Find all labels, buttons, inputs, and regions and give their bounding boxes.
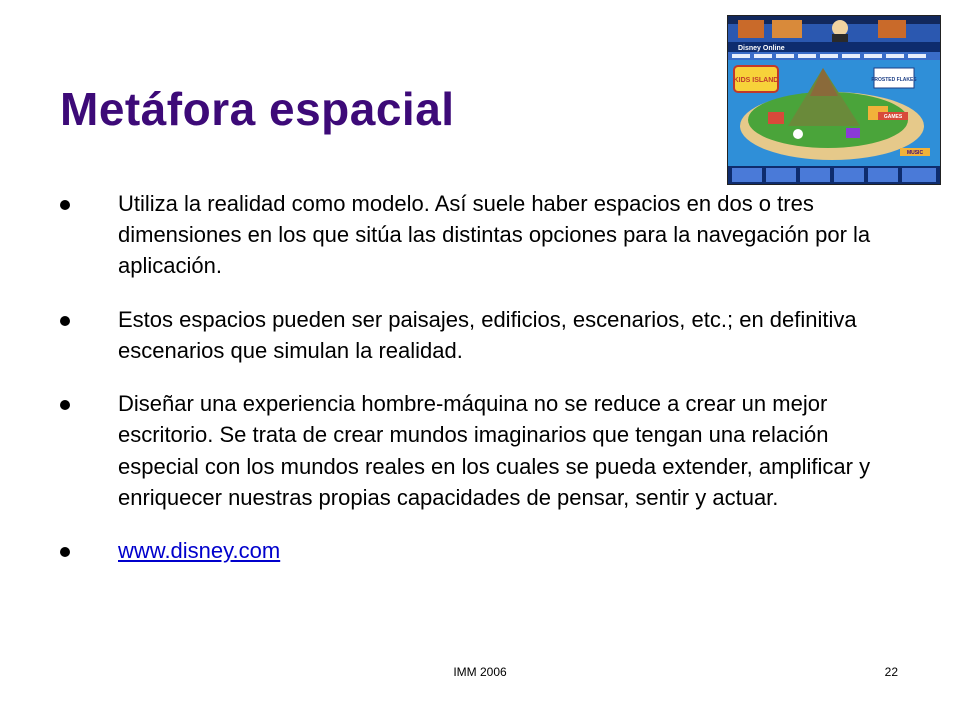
frosted-flakes-sign-text: FROSTED FLAKES <box>871 77 917 83</box>
bullet-item <box>58 388 908 513</box>
bullet-dot-icon <box>60 200 70 210</box>
footer-text: IMM 2006 <box>453 665 507 679</box>
bullet-text: Estos espacios pueden ser paisajes, edificios, escenarios, etc.; en definitiva escenarios que simulan la realidad. <box>118 306 857 363</box>
bullet-item <box>58 188 908 282</box>
slide-title: Metáfora espacial <box>60 83 455 135</box>
bullet-text: Utiliza la realidad como modelo. Así suele haber espacios en dos o tres dimensiones en los que sitúa las distintas opciones para la navegación por la aplicación. <box>118 191 871 279</box>
music-label-text: MUSIC <box>906 150 924 156</box>
bullet-item <box>58 304 908 366</box>
games-label-text: GAMES <box>883 114 903 120</box>
site-name-text: Disney Online <box>738 45 785 52</box>
bullet-dot-icon <box>60 316 70 326</box>
bullet-list <box>58 188 908 588</box>
page-number: 22 <box>884 665 898 679</box>
bullet-item <box>58 535 908 566</box>
bullet-text: Diseñar una experiencia hombre-máquina no se reduce a crear un mejor escritorio. Se trata de crear mundos imaginarios que tengan una relación especial con los mundos reales en los cuales se pueda extender, amplificar y enriquecer nuestras propias capacidades de pensar, sentir y actuar. <box>118 391 871 510</box>
kids-island-logo-text: KIDS ISLAND <box>733 77 779 84</box>
bullet-dot-icon <box>60 400 70 410</box>
disney-link[interactable]: www.disney.com <box>118 538 281 564</box>
bullet-dot-icon <box>60 547 70 557</box>
disney-kids-island-screenshot <box>727 15 941 185</box>
